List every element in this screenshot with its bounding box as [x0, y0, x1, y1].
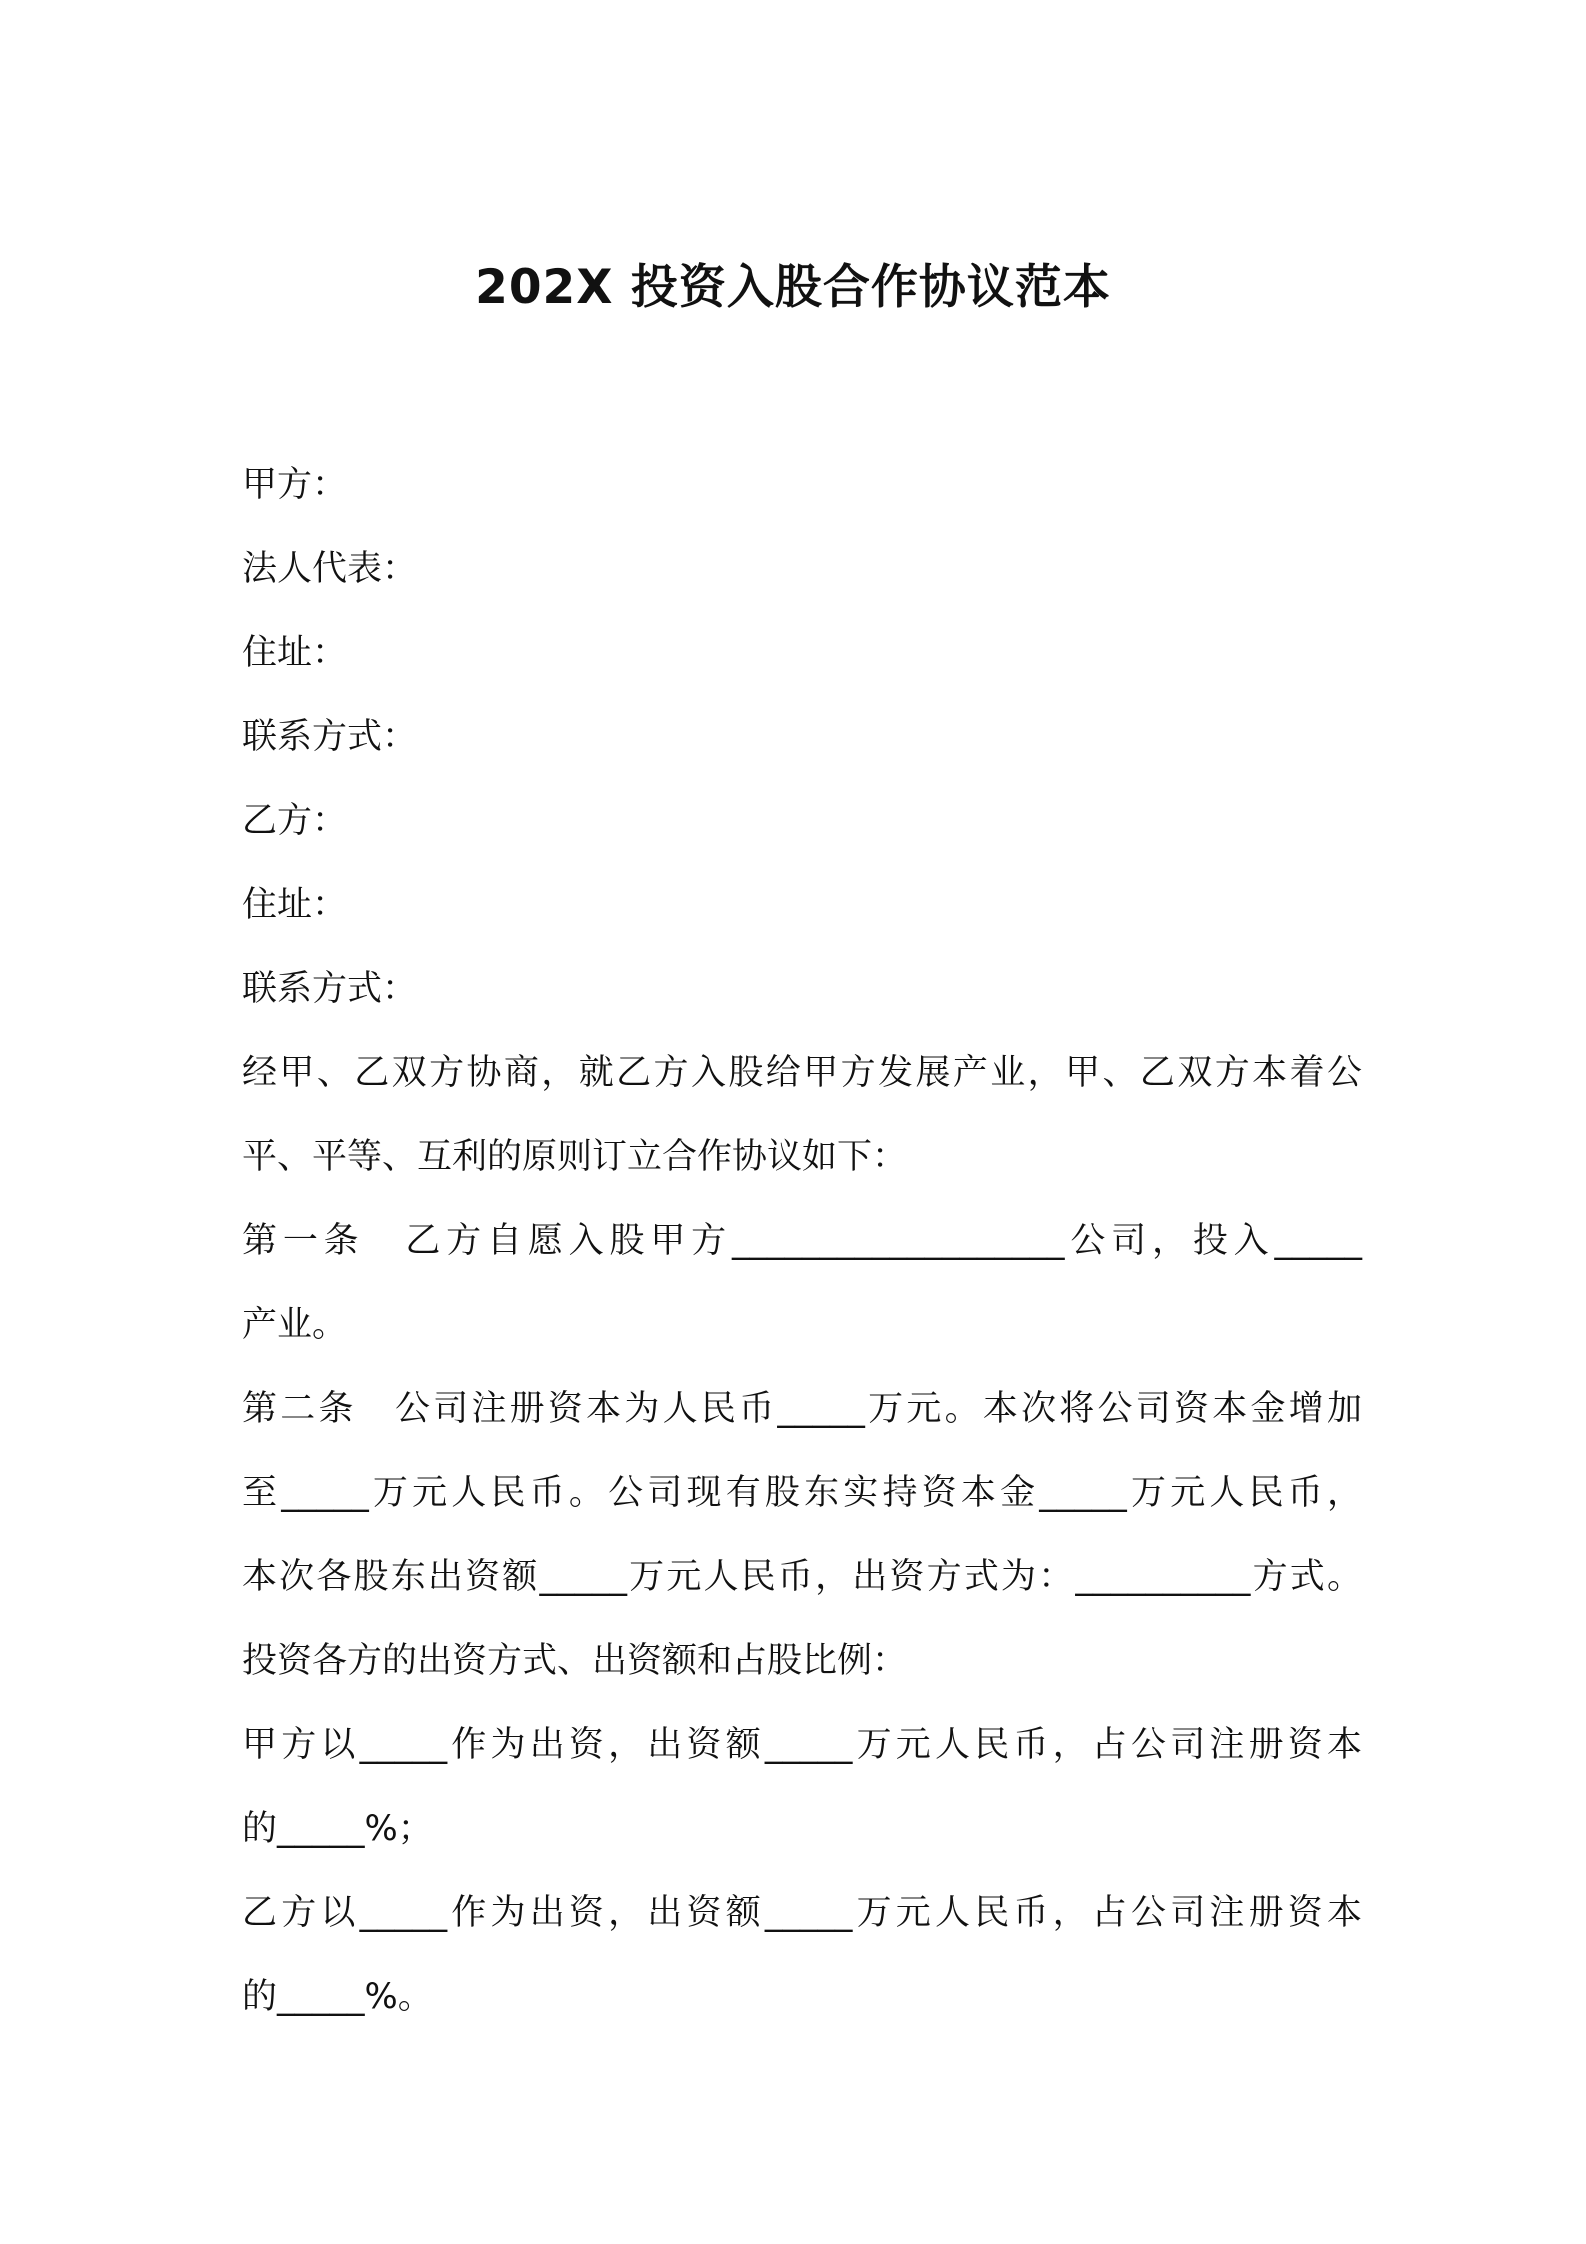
document-title: 202X 投资入股合作协议范本	[475, 260, 1111, 315]
article-2-line-3: 本次各股东出资额_____万元人民币，出资方式为：__________方式。	[242, 1557, 1362, 1597]
preamble-line-2: 平、平等、互利的原则订立合作协议如下：	[242, 1137, 908, 1177]
document-body	[242, 443, 1362, 2039]
article-2-line-1: 第二条 公司注册资本为人民币_____万元。本次将公司资本金增加	[242, 1389, 1362, 1429]
party-a-contribution-line-2: 的_____%；	[242, 1809, 433, 1849]
party-a-contact-label: 联系方式：	[242, 717, 418, 757]
party-b-contribution-line-1: 乙方以_____作为出资，出资额_____万元人民币，占公司注册资本	[242, 1893, 1362, 1933]
party-b-contribution-line-2: 的_____%。	[242, 1977, 433, 2017]
article-1-line-2: 产业。	[242, 1305, 348, 1345]
party-a-label: 甲方：	[242, 465, 348, 505]
party-b-address-label: 住址：	[242, 885, 348, 925]
contribution-heading: 投资各方的出资方式、出资额和占股比例：	[242, 1641, 908, 1681]
party-a-contribution-line-1: 甲方以_____作为出资，出资额_____万元人民币，占公司注册资本	[242, 1725, 1362, 1765]
article-2-line-2: 至_____万元人民币。公司现有股东实持资本金_____万元人民币，	[242, 1473, 1362, 1513]
party-b-contact-label: 联系方式：	[242, 969, 418, 1009]
party-a-address-label: 住址：	[242, 633, 348, 673]
preamble-line-1: 经甲、乙双方协商，就乙方入股给甲方发展产业，甲、乙双方本着公	[242, 1053, 1362, 1093]
party-b-label: 乙方：	[242, 801, 348, 841]
article-1-line-1: 第一条 乙方自愿入股甲方___________________公司，投入_____	[242, 1221, 1362, 1261]
legal-representative-label: 法人代表：	[242, 549, 418, 589]
